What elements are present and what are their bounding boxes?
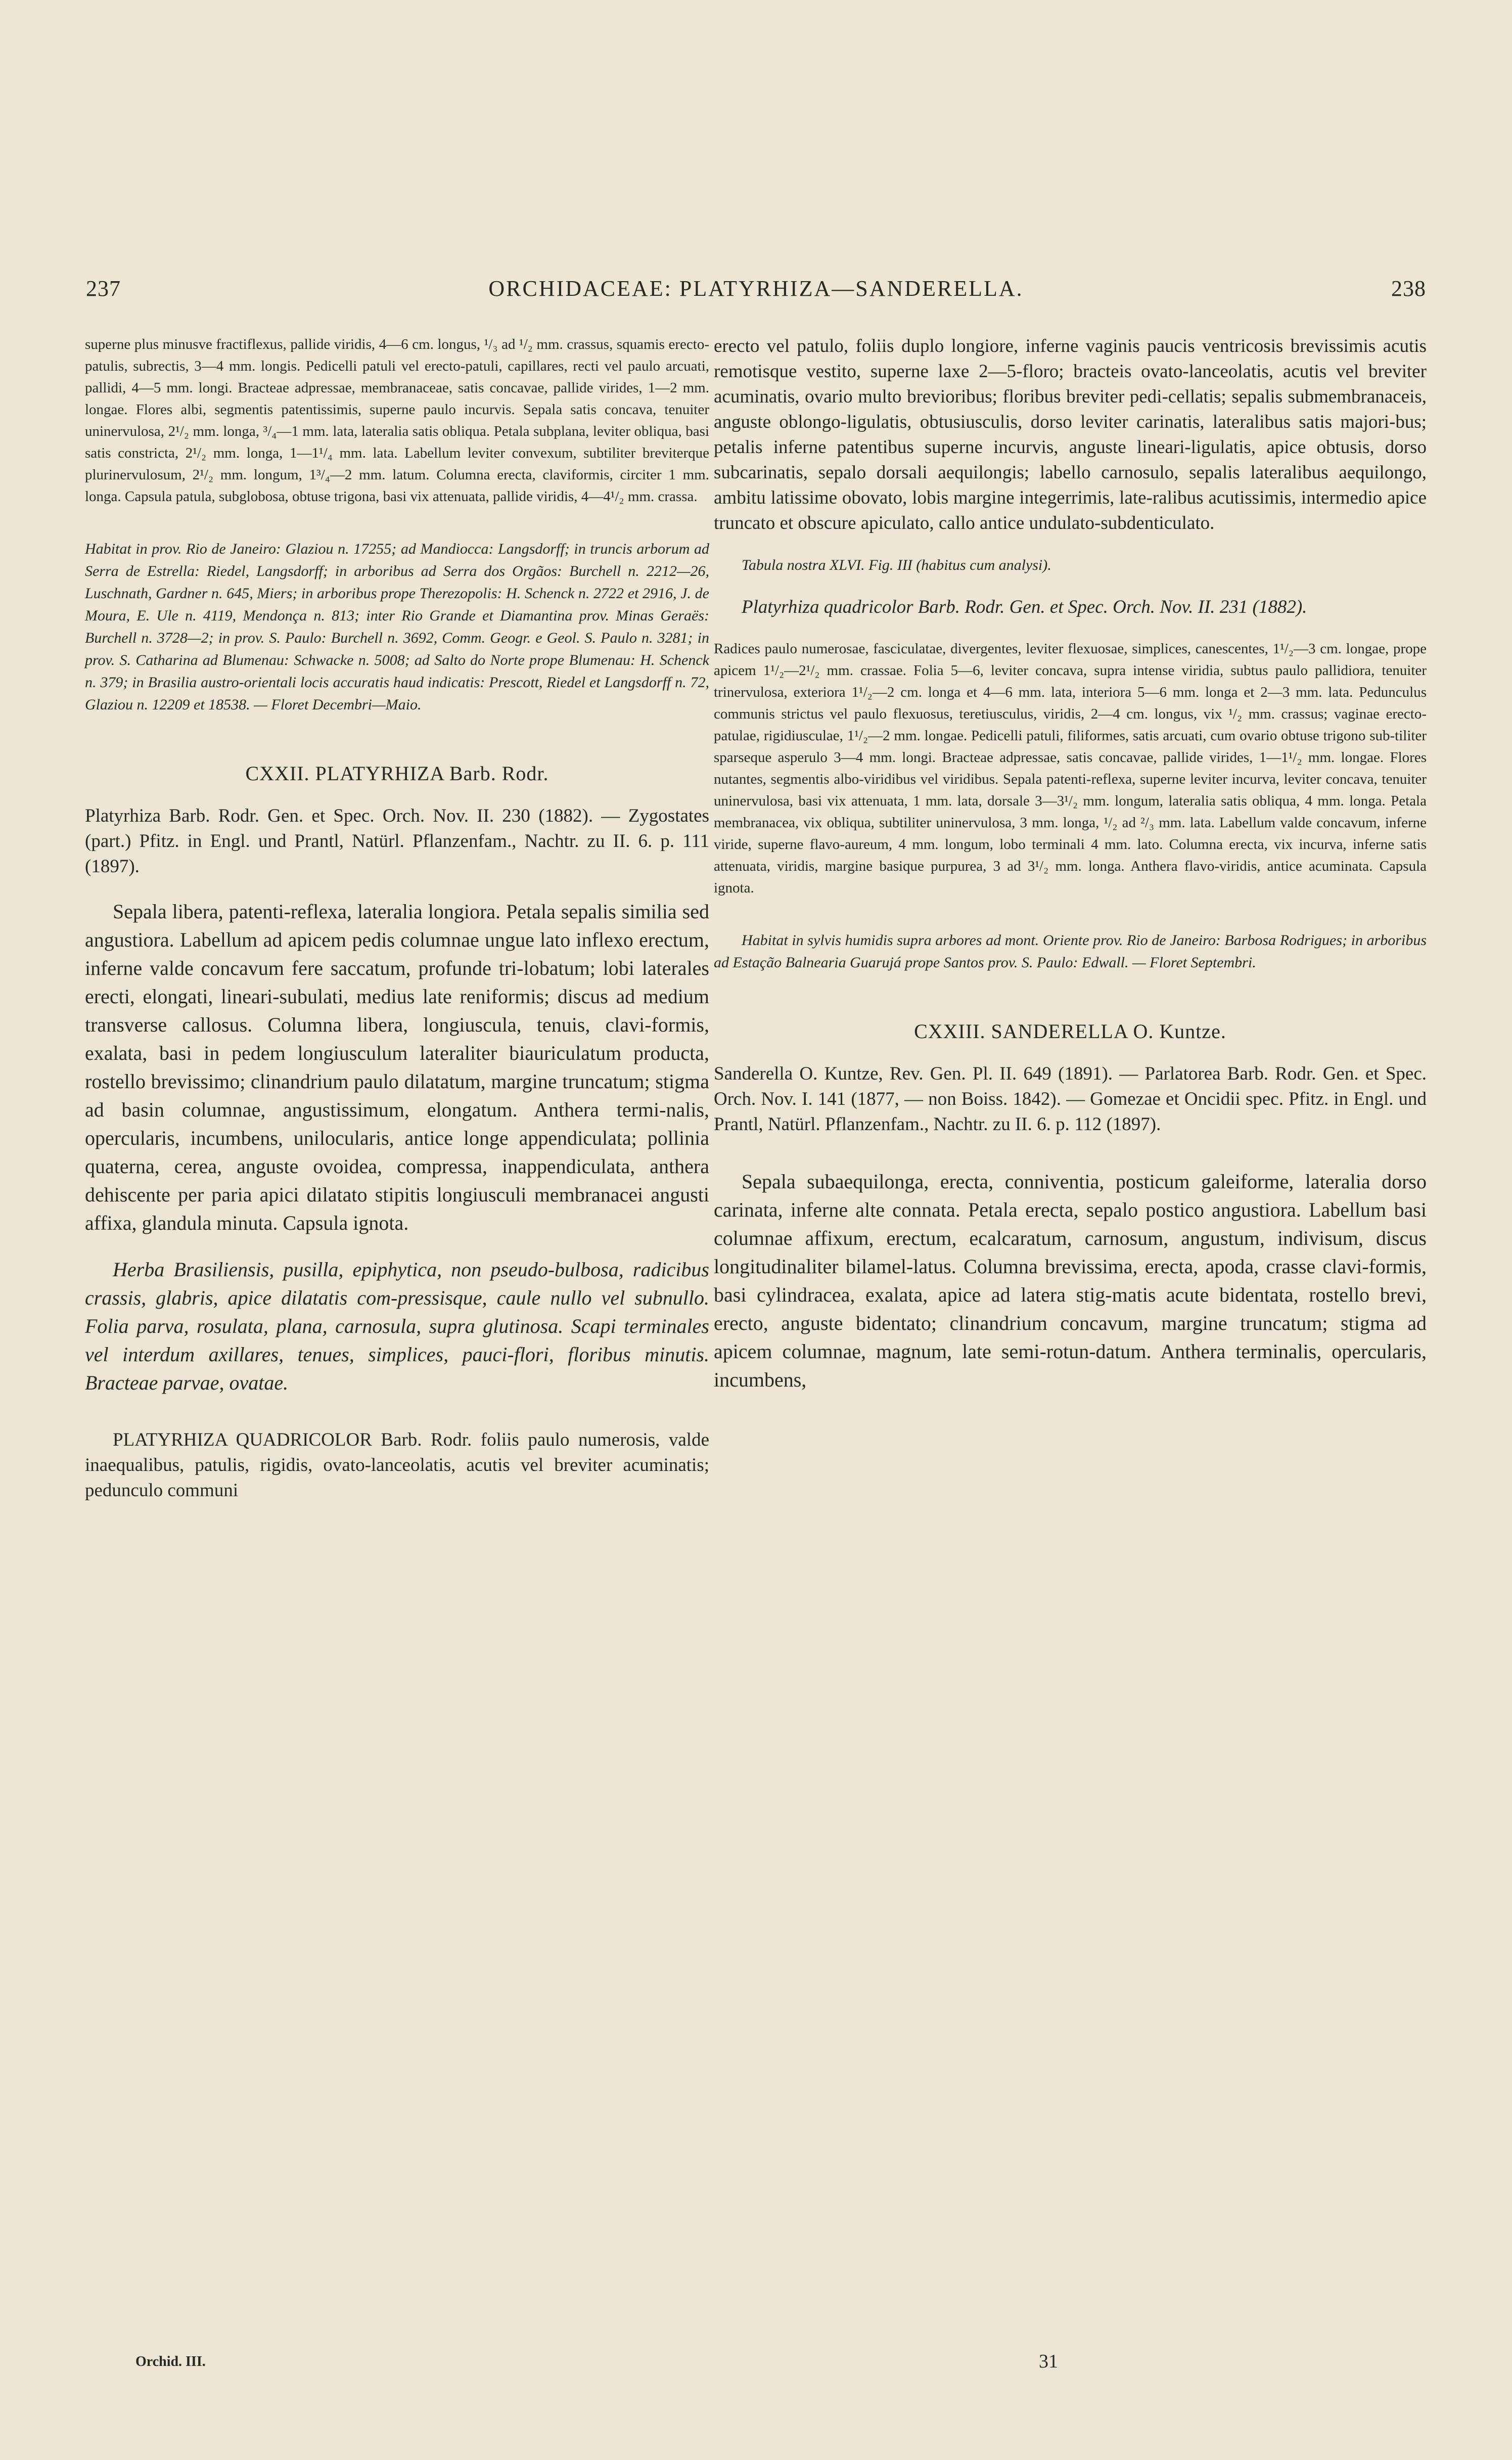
- genus-heading-sanderella: CXXIII. SANDERELLA O. Kuntze.: [914, 1020, 1226, 1043]
- genus-heading-platyrhiza: CXXII. PLATYRHIZA Barb. Rodr.: [245, 762, 549, 785]
- plate-reference: Tabula nostra XLVI. Fig. III (habitus cum analysi).: [742, 557, 1051, 573]
- left-page-number: 237: [86, 276, 121, 301]
- running-title: ORCHIDACEAE: PLATYRHIZA—SANDERELLA.: [488, 276, 1024, 301]
- folio-number: 31: [1039, 2351, 1058, 2372]
- description-continued: superne plus minusve fractiflexus, pallide viridis, 4—6 cm. longus, ¹/₃ ad ¹/₂ mm. crassus, squamis erecto-patulis, subrectis, 3—4 mm. longis. Pedicelli patuli vel erecto-patuli, capillares, recti vel paulo arcuati, pallidi, 4—5 mm. longi. Bracteae adpressae, membranaceae, satis concavae, pallide virides, 1—2 mm. longae. Flores albi, segmentis patentissimis, superne paulo incurvis. Sepala satis concava, tenuiter uninervulosa, 2¹/₂ mm. longa, ³/₄—1 mm. lata, lateralia satis obliqua. Petala subplana, leviter obliqua, basi satis constricta, 2¹/₂ mm. longa, 1—1¹/₄ mm. lata. Labellum leviter convexum, subtiliter breviterque plurinervulosum, 2¹/₂ mm. longum, 1³/₄—2 mm. latum. Columna erecta, claviformis, circiter 1 mm. longa. Capsula patula, subglobosa, obtuse trigona, basi vix attenuata, pallide viridis, 4—4¹/₂ mm. crassa.: [85, 336, 709, 505]
- right-column: [714, 334, 1427, 1394]
- sanderella-description: Sepala subaequilonga, erecta, conniventia, posticum galeiforme, lateralia dorso carinata, inferne alte connata. Petala erecta, sepalo postico angustiora. Labellum basi columnae affixum, erectum, ecalcaratum, carnosum, angustum, indivisum, discus longitudinaliter bilamel-latus. Columna brevissima, erecta, apoda, crasse clavi-formis, basi cylindracea, exalata, apice ad latera stig-matis acute bidentata, rostello brevi, erecto, anguste bidentato; clinandrium concavum, margine truncatum; stigma ad apicem columnae, magnum, late semi-rotun-datum. Anthera terminalis, opercularis, incumbens,: [714, 1170, 1427, 1391]
- species-diagnosis-start: PLATYRHIZA QUADRICOLOR Barb. Rodr. foliis paulo numerosis, valde inaequalibus, patulis, rigidis, ovato-lanceolatis, acutis vel breviter acuminatis; pedunculo communi: [85, 1429, 709, 1501]
- genus-habit: Herba Brasiliensis, pusilla, epiphytica, non pseudo-bulbosa, radicibus crassis, glabris, apice dilatatis com-pressisque, caule nullo vel subnullo. Folia parva, rosulata, plana, carnosula, supra glutinosa. Scapi terminales vel interdum axillares, tenues, simplices, pauci-flori, floribus minutis. Bracteae parvae, ovatae.: [85, 1258, 709, 1394]
- genus-description: Sepala libera, patenti-reflexa, lateralia longiora. Petala sepalis similia sed angustiora. Labellum ad apicem pedis columnae ungue lato inflexo erectum, inferne valde concavum fere saccatum, profunde tri-lobatum; lobi laterales erecti, elongati, lineari-subulati, medius late reniformis; discus ad medium transverse callosus. Columna libera, longiuscula, tenuis, clavi-formis, exalata, basi in pedem longiusculum lateraliter biauriculatum producta, rostello brevissimo; clinandrium paulo dilatatum, margine truncatum; stigma ad basin columnae, angustissimum, elongatum. Anthera termi-nalis, opercularis, incumbens, unilocularis, antice longe appendiculata; pollinia quaterna, cerea, anguste ovoidea, compressa, inappendiculata, anthera dehiscente per paria apici dilatato stipitis longiusculi membranacei angusti affixa, glandula minuta. Capsula ignota.: [85, 900, 709, 1234]
- right-page-number: 238: [1391, 276, 1426, 301]
- species-citation: Platyrhiza quadricolor Barb. Rodr. Gen. et Spec. Orch. Nov. II. 231 (1882).: [742, 597, 1307, 617]
- left-column: [85, 334, 709, 1503]
- signature-mark: Orchid. III.: [135, 2354, 206, 2369]
- habitat-paragraph: Habitat in prov. Rio de Janeiro: Glaziou n. 17255; ad Mandiocca: Langsdorff; in truncis arborum ad Serra de Estrella: Riedel, Langsdorff; in arboribus ad Serra dos Orgãos: Burchell n. 2212—26, Luschnath, Gardner n. 645, Miers; in arboribus prope Therezopolis: H. Schenck n. 2722 et 2916, J. de Moura, E. Ule n. 4119, Mendonça n. 813; inter Rio Grande et Diamantina prov. Minas Geraës: Burchell n. 3728—2; in prov. S. Paulo: Burchell n. 3692, Comm. Geogr. e Geol. S. Paulo n. 3281; in prov. S. Catharina ad Blumenau: Schwacke n. 5008; ad Salto do Norte prope Blumenau: H. Schenck n. 379; in Brasilia austro-orientali locis accuratis haud indicatis: Prescott, Riedel et Langsdorff n. 72, Glaziou n. 12209 et 18538. — Floret Decembri—Maio.: [85, 541, 709, 713]
- species-description: Radices paulo numerosae, fasciculatae, divergentes, leviter flexuosae, simplices, canescentes, 1¹/₂—3 cm. longae, prope apicem 1¹/₂—2¹/₂ mm. crassae. Folia 5—6, leviter concava, supra intense viridia, subtus paulo pallidiora, tenuiter trinervulosa, exteriora 1¹/₂—2 cm. longa et 4—6 mm. lata, interiora 5—6 mm. longa et 2—3 mm. lata. Pedunculus communis strictus vel paulo flexuosus, teretiusculus, viridis, 2—4 cm. longus, vix ¹/₂ mm. crassus; vaginae erecto-patulae, rigidiusculae, 1¹/₂—2 mm. longae. Pedicelli patuli, filiformes, satis arcuati, cum ovario obtuse trigono sub-tiliter sparseque asperulo 3—4 mm. longi. Bracteae adpressae, satis concavae, pallide virides, 1—1¹/₂ mm. longae. Flores nutantes, segmentis albo-viridibus vel viridibus. Sepala patenti-reflexa, superne leviter incurva, leviter concava, tenuiter uninervulosa, basi vix attenuata, 1 mm. lata, dorsale 3—3¹/₂ mm. longum, lateralia satis obliqua, 4 mm. longa. Petala membranacea, vix obliqua, subtiliter uninervulosa, 3 mm. longa, ¹/₂ ad ²/₃ mm. lata. Labellum valde concavum, inferne viride, superne flavo-aureum, 4 mm. longum, lobo terminali 4 mm. lato. Columna erecta, vix incurva, inferne satis attenuata, viridis, margine basique purpurea, 3 ad 3¹/₂ mm. longa. Anthera flavo-viridis, antice acuminata. Capsula ignota.: [714, 641, 1427, 896]
- species-habitat: Habitat in sylvis humidis supra arbores ad mont. Oriente prov. Rio de Janeiro: Barbosa Rodrigues; in arboribus ad Estação Balnearia Guarujá prope Santos prov. S. Paulo: Edwall. — Floret Septembri.: [714, 932, 1427, 971]
- species-diagnosis-continued: erecto vel patulo, foliis duplo longiore, inferne vaginis paucis ventricosis brevissimis acutis remotisque vestito, superne laxe 2—5-floro; bracteis ovato-lanceolatis, acutis vel breviter acuminatis, ovario multo brevioribus; floribus breviter pedi-cellatis; sepalis submembranaceis, anguste oblongo-ligulatis, obtusiusculis, dorso leviter carinatis, lateralibus satis majori-bus; petalis inferne patentibus superne incurvis, anguste lineari-ligulatis, apice obtusis, dorso subcarinatis, sepalo dorsali aequilongis; labello carnosulo, sepalis lateralibus aequilongo, ambitu latissime obovato, lobis margine integerrimis, late-ralibus acutissimis, intermedio apice truncato et obscure apiculato, callo antice undulato-subdenticulato.: [714, 336, 1427, 533]
- genus-synonymy: Platyrhiza Barb. Rodr. Gen. et Spec. Orch. Nov. II. 230 (1882). — Zygostates (part.) Pfitz. in Engl. und Prantl, Natürl. Pflanzenfam., Nachtr. zu II. 6. p. 111 (1897).: [85, 806, 709, 877]
- sanderella-synonymy: Sanderella O. Kuntze, Rev. Gen. Pl. II. 649 (1891). — Parlatorea Barb. Rodr. Gen. et Spec. Orch. Nov. I. 141 (1877, — non Boiss. 1842). — Gomezae et Oncidii spec. Pfitz. in Engl. und Prantl, Natürl. Pflanzenfam., Nachtr. zu II. 6. p. 112 (1897).: [714, 1063, 1427, 1135]
- running-header: [86, 276, 1426, 311]
